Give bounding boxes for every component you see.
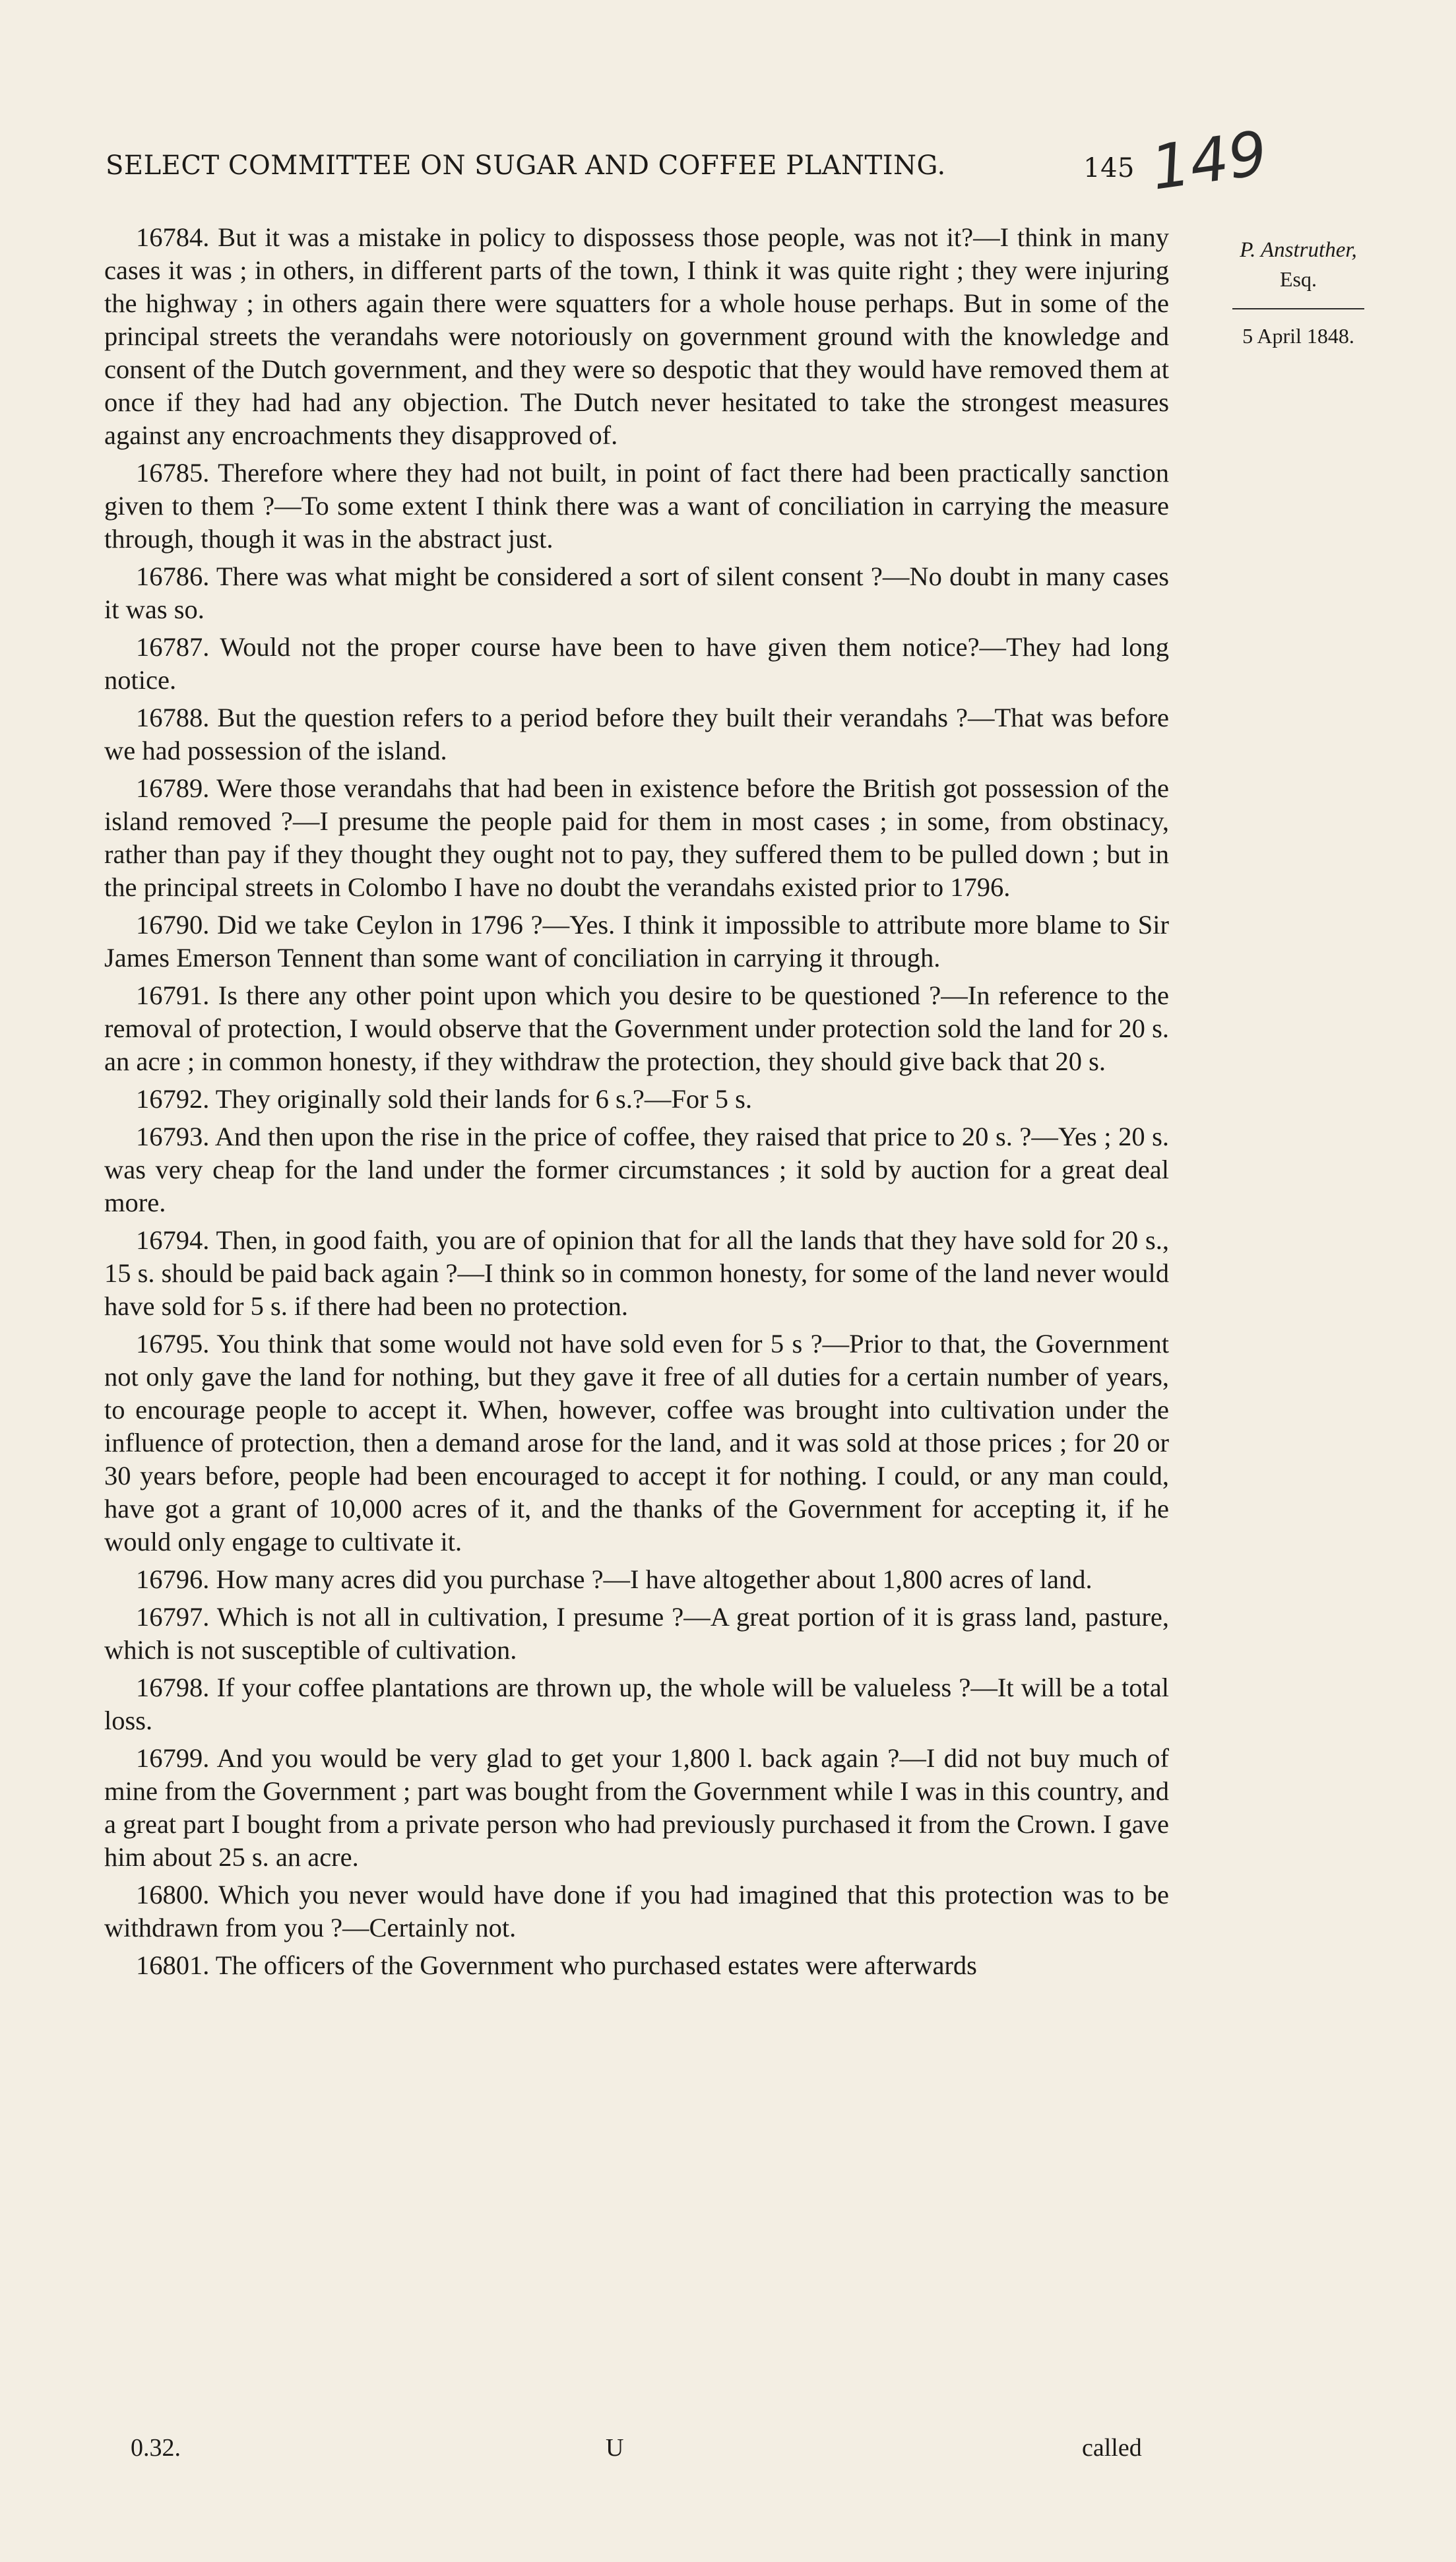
question-paragraph [104,1563,1169,1596]
question-text: If your coffee plantations are thrown up, the whole will be valueless ?—It will be a total loss. [104,1673,1169,1735]
question-number: 16798. [136,1673,210,1702]
question-number: 16800. [136,1880,210,1909]
question-text: Would not the proper course have been to have given them notice?—They had long notice. [104,632,1169,695]
question-paragraph [104,631,1169,697]
witness-honorific: Esq. [1280,267,1317,291]
question-paragraph [104,1224,1169,1323]
question-number: 16799. [136,1743,210,1773]
question-paragraph [104,221,1169,452]
question-paragraph [104,1328,1169,1558]
question-text: Did we take Ceylon in 1796 ?—Yes. I think it impossible to attribute more blame to Sir James Emerson Tennent than some want of conciliation in carrying it through. [104,910,1170,973]
question-text: Which is not all in cultivation, I presume ?—A great portion of it is grass land, pasture, which is not susceptible of cultivation. [104,1602,1169,1665]
question-text: The officers of the Government who purchased estates were afterwards [215,1950,977,1980]
margin-rule [1232,308,1364,309]
question-number: 16790. [136,910,210,940]
footer-catchword: called [1082,2434,1142,2462]
margin-note [1199,236,1397,350]
question-text: And you would be very glad to get your 1,800 l. back again ?—I did not buy much of mine from the Government ; part was bought from the Government while I was in this country, and a great part I bought from a private person who had previously purchased it from the Crown. I gave him about 25 s. an acre. [104,1743,1169,1872]
page-number: 145 [1083,153,1135,183]
question-paragraph [104,1083,1169,1116]
question-number: 16786. [136,561,210,591]
question-paragraph [104,560,1169,626]
question-paragraph [104,1120,1169,1219]
question-number: 16788. [136,703,210,732]
question-text: They originally sold their lands for 6 s.?—For 5 s. [215,1084,753,1114]
question-text: There was what might be considered a sort of silent consent ?—No doubt in many cases it was so. [104,561,1170,624]
question-number: 16797. [136,1602,210,1632]
question-number: 16791. [136,980,210,1010]
question-paragraph [104,909,1169,975]
question-number: 16796. [136,1564,210,1594]
running-header [106,150,1135,181]
question-number: 16792. [136,1084,210,1114]
question-paragraph [104,701,1169,767]
question-paragraph [104,1878,1169,1944]
question-paragraph [104,1742,1169,1874]
question-paragraph [104,1671,1169,1737]
question-paragraph [104,772,1169,904]
question-number: 16793. [136,1122,210,1151]
footer-paper-number: 0.32. [131,2434,181,2462]
minutes-of-evidence [104,221,1169,1987]
question-text: How many acres did you purchase ?—I have altogether about 1,800 acres of land. [216,1564,1092,1594]
handwritten-page-number: 149 [1147,117,1272,204]
question-number: 16785. [136,458,210,488]
question-paragraph [104,457,1169,556]
question-text: Were those verandahs that had been in existence before the British got possession of the island removed ?—I presume the people paid for them in most cases ; in some, from obstinacy, rather than pay if they thought they ought not to pay, they suffered them to be pulled down ; but in the principal streets in Colombo I have no doubt the verandahs existed prior to 1796. [104,773,1169,902]
question-paragraph [104,1601,1169,1667]
question-number: 16801. [136,1950,210,1980]
evidence-date: 5 April 1848. [1242,324,1354,348]
witness-name: P. Anstruther, [1240,238,1357,262]
question-number: 16795. [136,1329,210,1359]
question-text: Which you never would have done if you had imagined that this protection was to be withdrawn from you ?—Certainly not. [104,1880,1169,1942]
question-text: But the question refers to a period before they built their verandahs ?—That was before we had possession of the island. [104,703,1170,765]
question-number: 16784. [136,222,210,252]
question-text: Is there any other point upon which you desire to be questioned ?—In reference to the removal of protection, I would observe that the Government under protection sold the land for 20 s. an acre ; in common honesty, if they withdraw the protection, they should give back that 20 s. [104,980,1170,1076]
question-number: 16789. [136,773,210,803]
question-text: Then, in good faith, you are of opinion that for all the lands that they have sold for 20 s., 15 s. should be paid back again ?—I think so in common honesty, for some of the land never would have sold for 5 s. if there had been no protection. [104,1225,1169,1321]
question-text: And then upon the rise in the price of coffee, they raised that price to 20 s. ?—Yes ; 20 s. was very cheap for the land under the former circumstances ; it sold by auction for a great deal more. [104,1122,1170,1217]
question-paragraph [104,979,1169,1078]
question-paragraph [104,1949,1169,1982]
question-number: 16787. [136,632,210,662]
page-title: SELECT COMMITTEE ON SUGAR AND COFFEE PLANTING. [106,150,946,181]
question-text: Therefore where they had not built, in point of fact there had been practically sanction given to them ?—To some extent I think there was a want of conciliation in carrying the measure through, though it was in the abstract just. [104,458,1169,554]
question-number: 16794. [136,1225,210,1255]
question-text: But it was a mistake in policy to dispossess those people, was not it?—I think in many cases it was ; in others, in different parts of the town, I think it was quite right ; they were injuring the highway ; in others again there were squatters for a whole house perhaps. But in some of the principal streets the verandahs were notoriously on government ground with the knowledge and consent of the Dutch government, and they were so despotic that they would have removed them at once if they had had any objection. The Dutch never hesitated to take the strongest measures against any encroachments they disapproved of. [104,222,1169,450]
question-text: You think that some would not have sold even for 5 s ?—Prior to that, the Government not only gave the land for nothing, but they gave it free of all duties for a certain number of years, to encourage people to accept it. When, however, coffee was brought into cultivation under the influence of protection, then a demand arose for the land, and it was sold at those prices ; for 20 or 30 years before, people had been encouraged to accept it for nothing. I could, or any man could, have got a grant of 10,000 acres of it, and the thanks of the Government for accepting it, if he would only engage to cultivate it. [104,1329,1170,1556]
footer-signature-mark: U [606,2434,624,2462]
